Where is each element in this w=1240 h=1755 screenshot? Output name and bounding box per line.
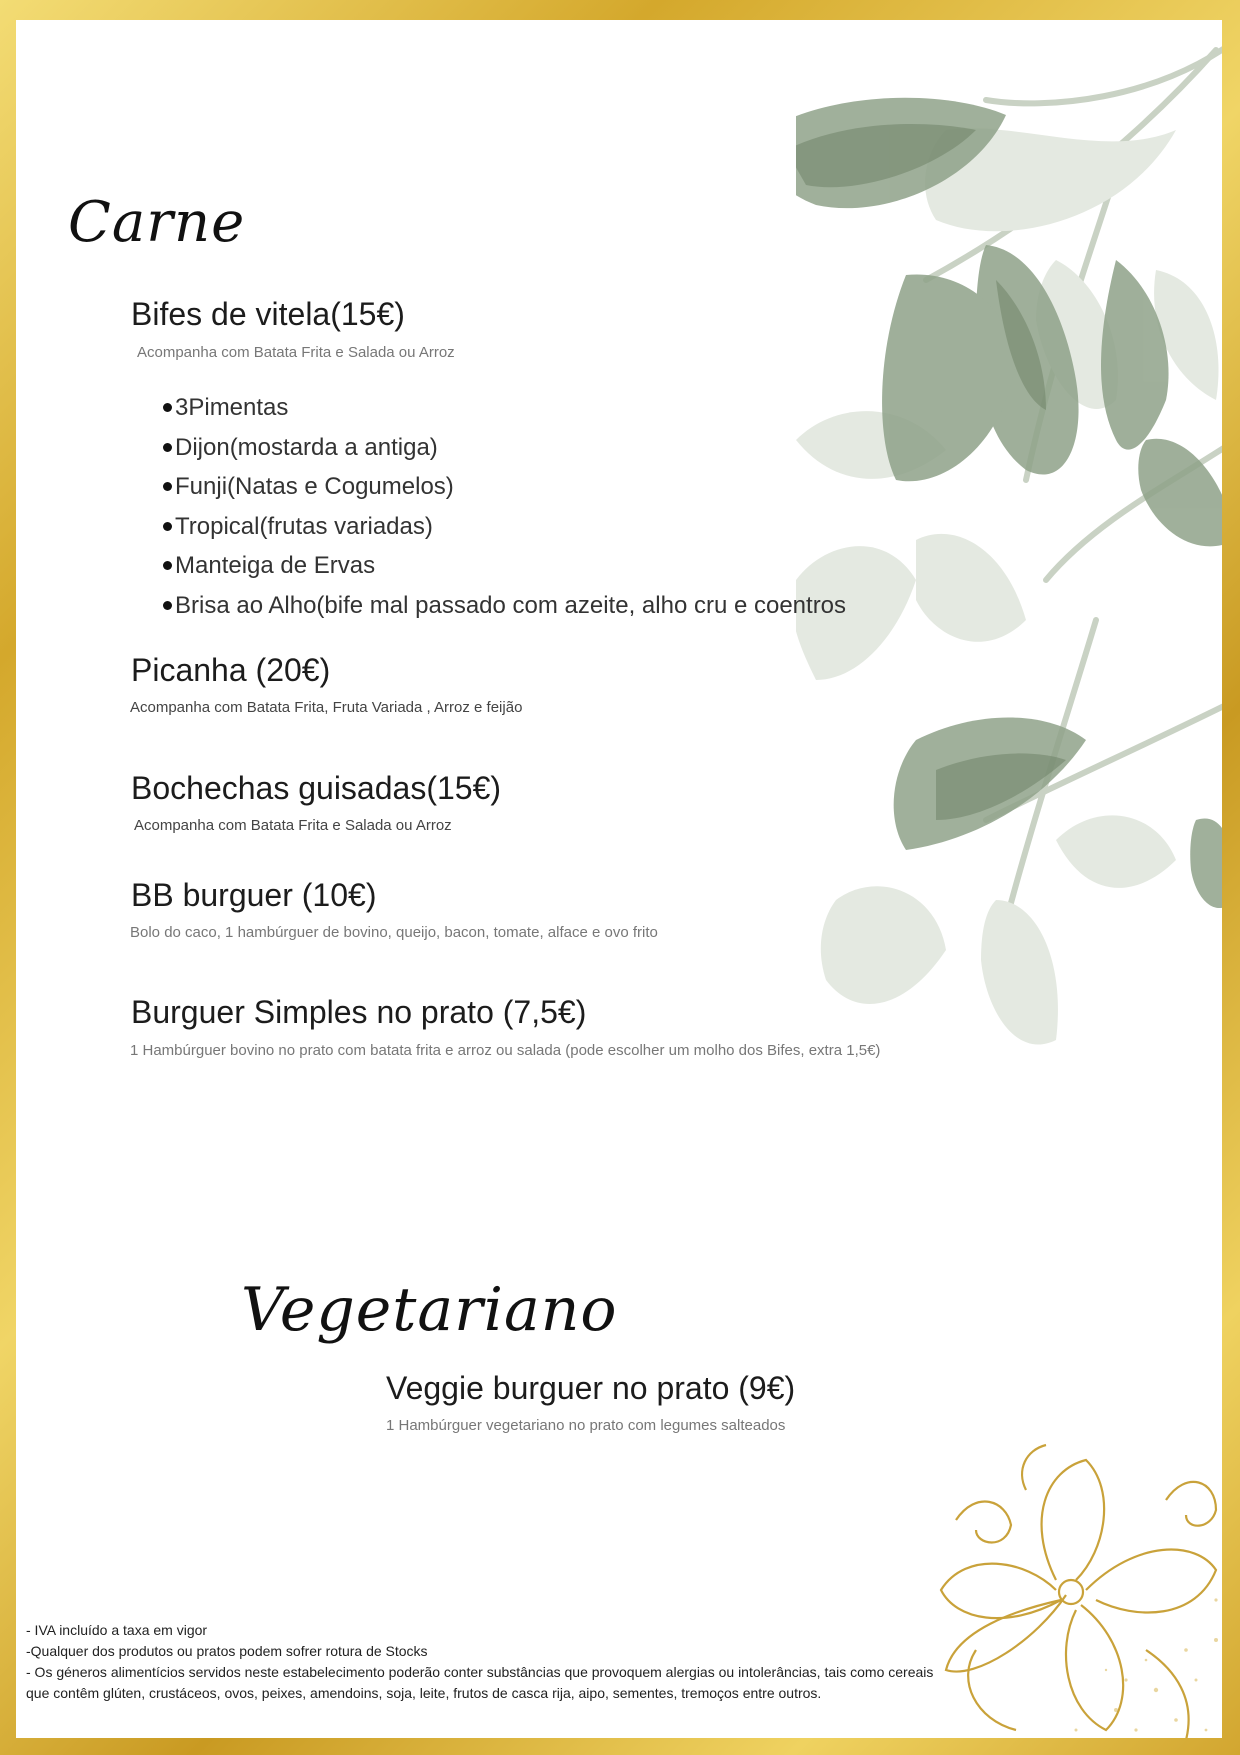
bullet-icon — [163, 482, 172, 491]
veggie-burguer-title: Veggie burguer no prato (9€) — [386, 1370, 796, 1406]
bb-burguer-desc: Bolo do caco, 1 hambúrguer de bovino, queijo, bacon, tomate, alface e ovo frito — [130, 924, 658, 941]
picanha-title: Picanha (20€) — [131, 652, 331, 688]
sauce-label: Tropical(frutas variadas) — [175, 512, 433, 540]
sauce-label: Dijon(mostarda a antiga) — [175, 433, 438, 461]
bullet-icon — [163, 403, 172, 412]
gold-flower-icon — [916, 1430, 1222, 1738]
sauce-label: Manteiga de Ervas — [175, 552, 376, 579]
bochechas-title: Bochechas guisadas(15€) — [131, 770, 502, 806]
sauce-label: Funji(Natas e Cogumelos) — [175, 473, 454, 500]
sauce-label: Brisa ao Alho(bife mal passado com azeite, alho cru e coentros — [175, 591, 847, 619]
footer-notes — [26, 1620, 956, 1704]
list-item — [132, 546, 846, 586]
sauce-list — [132, 388, 846, 625]
note-line: -Qualquer dos produtos ou pratos podem sofrer rotura de Stocks — [26, 1643, 428, 1659]
leaves-decoration-icon — [796, 20, 1222, 1100]
vegetariano-section-title: Vegetariano — [241, 1275, 618, 1345]
bullet-icon — [163, 443, 172, 452]
list-item — [132, 428, 846, 468]
bifes-desc: Acompanha com Batata Frita e Salada ou Arroz — [137, 344, 455, 361]
bullet-icon — [163, 522, 172, 531]
veggie-burguer-desc: 1 Hambúrguer vegetariano no prato com legumes salteados — [386, 1417, 786, 1434]
list-item — [132, 586, 846, 626]
list-item — [132, 507, 846, 547]
list-item — [132, 467, 846, 507]
note-line: - Os géneros alimentícios servidos neste estabelecimento poderão conter substâncias que provoquem alergias ou intolerâncias, tais como cereais que contêm glúten, crustáceos, ovos, peixes, amendoins, soja, leite, frutos de casca rija, aipo, sementes, tremoços entre outros. — [26, 1664, 934, 1701]
bb-burguer-title: BB burguer (10€) — [131, 877, 377, 913]
bochechas-desc: Acompanha com Batata Frita e Salada ou Arroz — [134, 817, 452, 834]
bifes-title: Bifes de vitela(15€) — [131, 296, 405, 332]
picanha-desc: Acompanha com Batata Frita, Fruta Variada , Arroz e feijão — [130, 699, 523, 716]
burguer-simples-title: Burguer Simples no prato (7,5€) — [131, 994, 587, 1030]
menu-page — [16, 20, 1222, 1738]
bullet-icon — [163, 561, 172, 570]
sauce-label: 3Pimentas — [175, 394, 289, 421]
burguer-simples-desc: 1 Hambúrguer bovino no prato com batata frita e arroz ou salada (pode escolher um molho dos Bifes, extra 1,5€) — [130, 1042, 881, 1059]
note-line: - IVA incluído a taxa em vigor — [26, 1622, 208, 1638]
bullet-icon — [163, 601, 172, 610]
carne-section-title: Carne — [68, 190, 246, 255]
list-item — [132, 388, 846, 428]
